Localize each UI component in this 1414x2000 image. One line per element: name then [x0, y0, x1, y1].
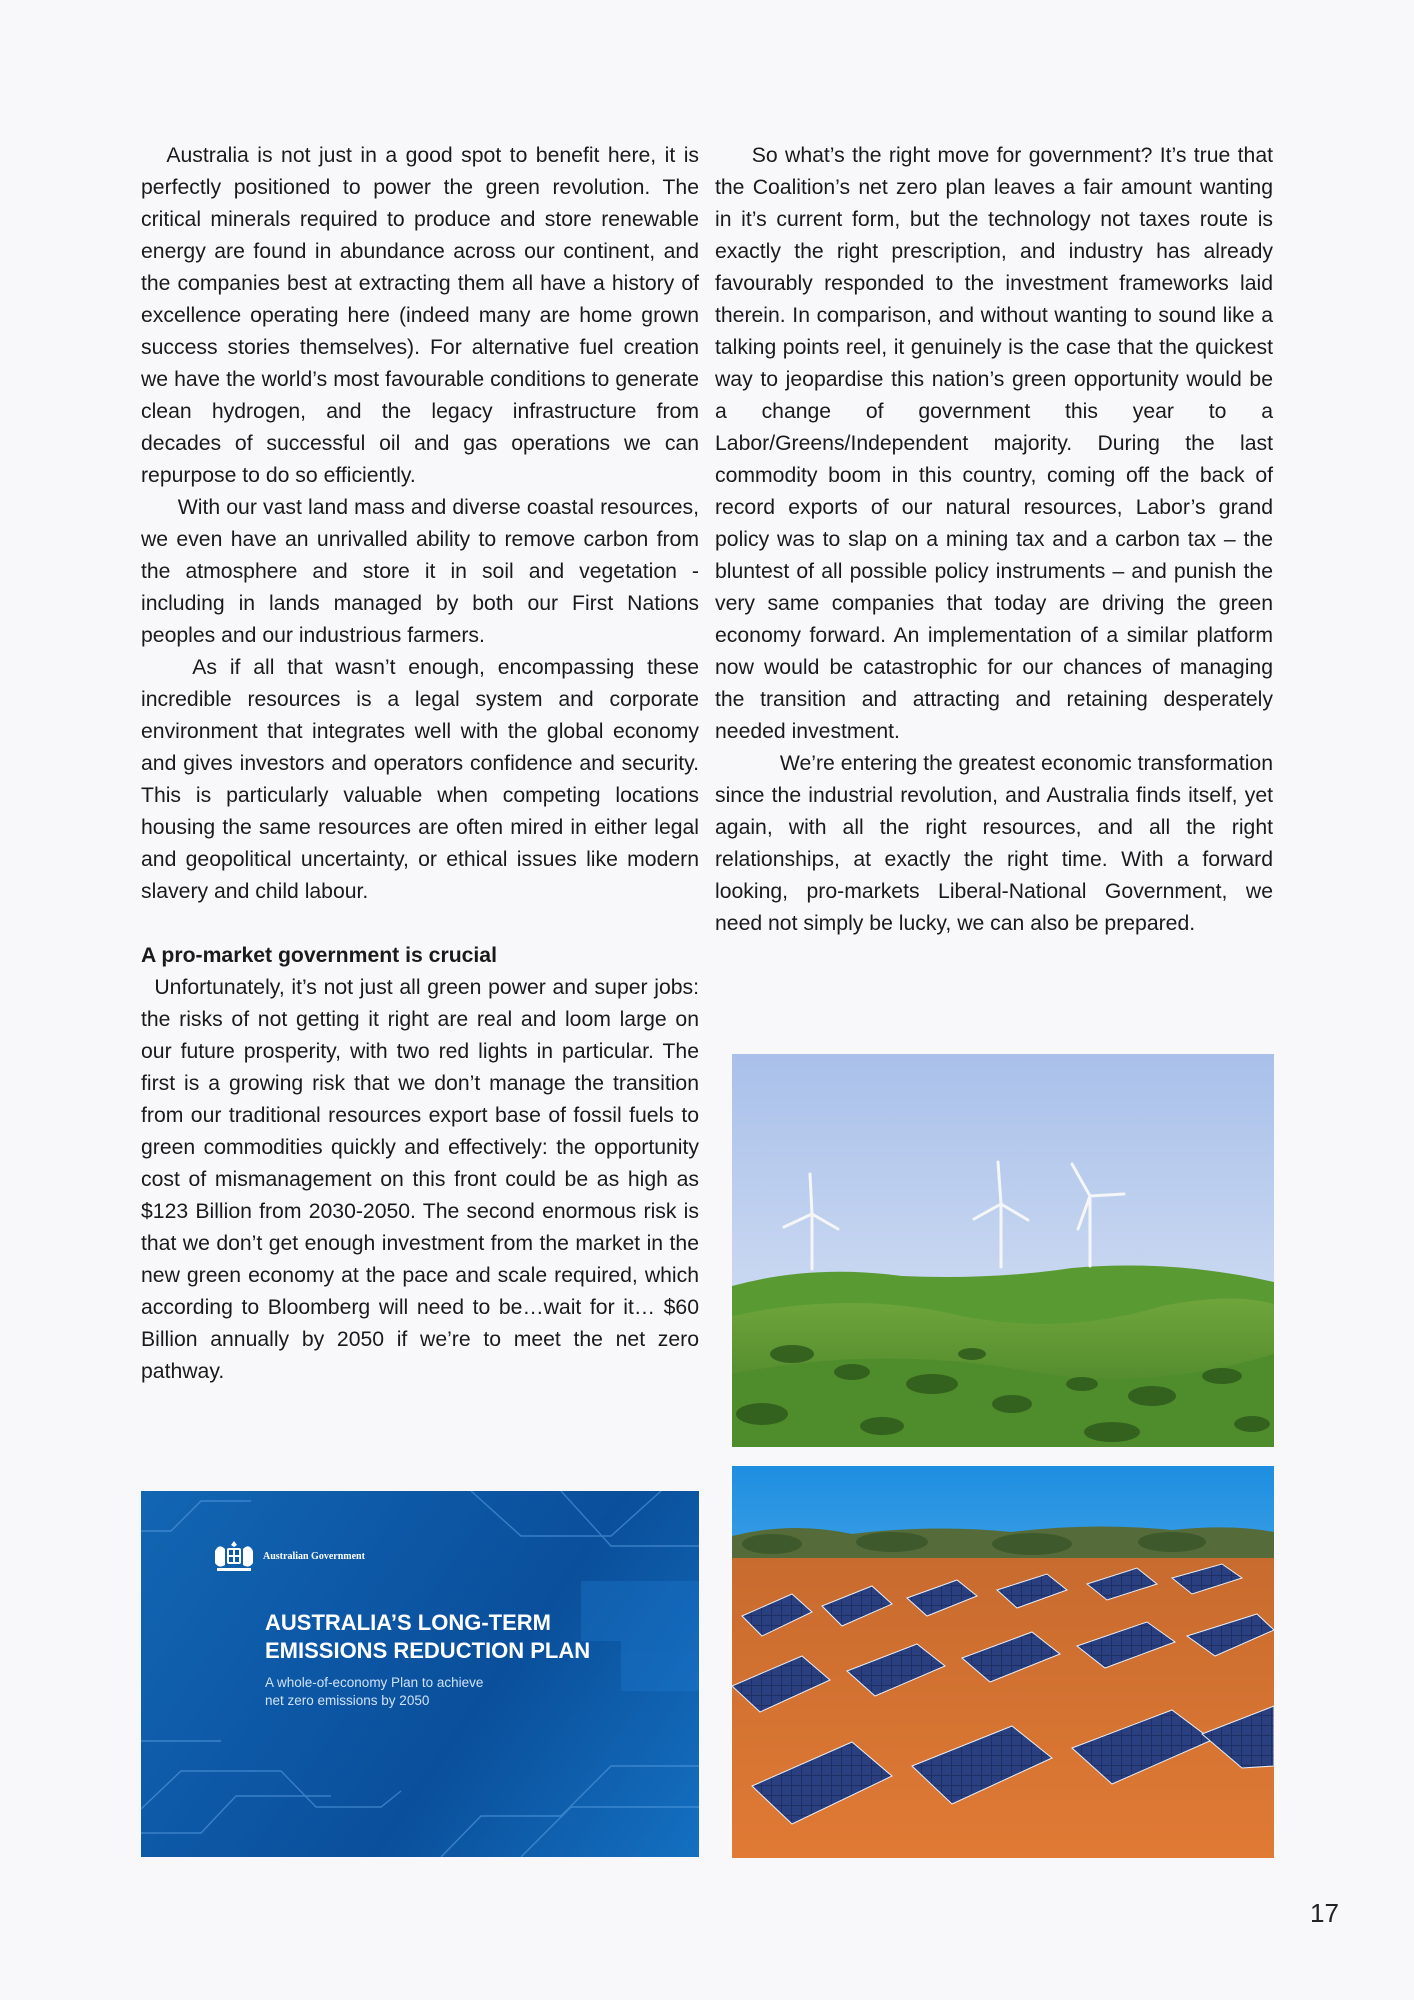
solar-farm-photo	[732, 1466, 1274, 1858]
body-paragraph: Australia is not just in a good spot to benefit here, it is perfectly positioned to power the green revolution. The critical minerals required to produce and store renewable energy are found in abundance across our continent, and the companies best at extracting them all have a history of excellence operating here (indeed many are home grown success stories themselves). For alternative fuel creation we have the world’s most favourable conditions to generate clean hydrogen, and the legacy infrastructure from decades of successful oil and gas operations we can repurpose to do so efficiently.	[141, 144, 699, 487]
solar-farm-illustration	[732, 1466, 1274, 1858]
body-paragraph: Unfortunately, it’s not just all green power and super jobs: the risks of not getting it right are real and loom large on our future prosperity, with two red lights in particular. The first is a growing risk that we don’t manage the transition from our traditional resources export base of fossil fuels to green commodities quickly and effectively: the opportunity cost of mismanagement on this front could be as high as $123 Billion from 2030-2050. The second enormous risk is that we don’t get enough investment from the market in the new green economy at the pace and scale required, which according to Bloomberg will need to be…wait for it… $60 Billion annually by 2050 if we’re to meet the net zero pathway.	[141, 976, 699, 1383]
report-title	[265, 1609, 665, 1665]
report-subtitle-line: net zero emissions by 2050	[265, 1693, 430, 1708]
report-title-line: EMISSIONS REDUCTION PLAN	[265, 1638, 591, 1663]
government-label: Australian Government	[263, 1551, 365, 1562]
body-paragraph: So what’s the right move for government? It’s true that the Coalition’s net zero plan leaves a fair amount wanting in it’s current form, but the technology not taxes route is exactly the right prescription, and industry has already favourably responded to the investment frameworks laid therein. In comparison, and without wanting to sound like a talking points reel, it genuinely is the case that the quickest way to jeopardise this nation’s green opportunity would be a change of government this year to a Labor/Greens/Independent majority. During the last commodity boom in this country, coming off the back of record exports of our natural resources, Labor’s grand policy was to slap on a mining tax and a carbon tax – the bluntest of all possible policy instruments – and punish the very same companies that today are driving the green economy forward. An implementation of a similar platform now would be catastrophic for our chances of managing the transition and attracting and retaining desperately needed investment.	[715, 144, 1273, 743]
wind-turbines-illustration	[732, 1054, 1274, 1447]
coat-of-arms-icon	[211, 1537, 257, 1577]
body-paragraph: We’re entering the greatest economic transformation since the industrial revolution, and Australia finds itself, yet again, with all the right resources, and all the right relationships, at exactly the right time. With a forward looking, pro-markets Liberal-National Government, we need not simply be lucky, we can also be prepared.	[715, 752, 1273, 935]
section-heading: A pro-market government is crucial	[141, 944, 497, 967]
page-number: 17	[1310, 1898, 1339, 1928]
report-subtitle-line: A whole-of-economy Plan to achieve	[265, 1675, 484, 1690]
left-column	[141, 140, 699, 1388]
body-paragraph: As if all that wasn’t enough, encompassing these incredible resources is a legal system and corporate environment that integrates well with the global economy and gives investors and operators confidence and security. This is particularly valuable when competing locations housing the same resources are often mired in either legal and geopolitical uncertainty, or ethical issues like modern slavery and child labour.	[141, 656, 699, 903]
emissions-plan-cover-image	[141, 1491, 699, 1857]
right-column	[715, 140, 1273, 940]
wind-turbines-photo	[732, 1054, 1274, 1447]
report-subtitle	[265, 1674, 545, 1710]
report-title-line: AUSTRALIA’S LONG-TERM	[265, 1610, 551, 1635]
body-paragraph: With our vast land mass and diverse coastal resources, we even have an unrivalled ability to remove carbon from the atmosphere and store it in soil and vegetation - including in lands managed by both our First Nations peoples and our industrious farmers.	[141, 496, 699, 647]
